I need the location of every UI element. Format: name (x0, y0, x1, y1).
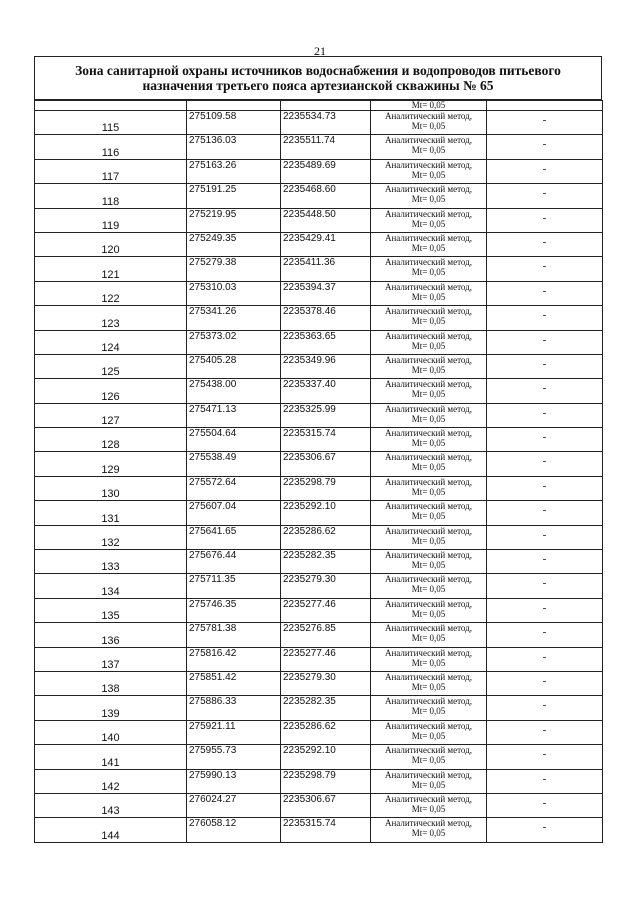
coordinate-y: 2235394.37 (281, 281, 371, 305)
method-label: Аналитический метод, (384, 793, 473, 804)
point-number: 142 (35, 769, 187, 793)
coordinate-y: 2235279.30 (281, 671, 371, 695)
point-number: 121 (35, 257, 187, 281)
coordinate-x: 275310.03 (187, 281, 281, 305)
accuracy-value: Mt= 0,05 (411, 803, 446, 814)
accuracy-value: Mt= 0,05 (411, 681, 446, 692)
table-row (35, 111, 603, 135)
table-row (35, 720, 603, 744)
coordinate-y: 2235282.35 (281, 550, 371, 574)
coordinate-x: 275249.35 (187, 232, 281, 256)
point-number: 137 (35, 647, 187, 671)
coordinates-table-body (35, 101, 603, 843)
page-number: 21 (314, 44, 326, 58)
table-row (35, 184, 603, 208)
table-row (35, 428, 603, 452)
coordinate-x: 275405.28 (187, 354, 281, 378)
coordinate-y: 2235282.35 (281, 696, 371, 720)
table-row (35, 818, 603, 842)
accuracy-value: Mt= 0,05 (411, 584, 446, 595)
accuracy-value: Mt= 0,05 (411, 145, 446, 156)
accuracy-value: Mt= 0,05 (411, 242, 446, 253)
method-cell (371, 671, 487, 695)
accuracy-value: Mt= 0,05 (411, 755, 446, 766)
table-row (35, 598, 603, 622)
coordinates-sheet (34, 56, 602, 843)
coordinate-x: 275219.95 (187, 208, 281, 232)
table-row (35, 379, 603, 403)
table-row (35, 550, 603, 574)
method-label: Аналитический метод, (384, 452, 473, 463)
accuracy-value: Mt= 0,05 (411, 828, 446, 839)
coordinate-y: 2235279.30 (281, 574, 371, 598)
x-cell (187, 101, 281, 111)
accuracy-value: Mt= 0,05 (411, 486, 446, 497)
point-number: 118 (35, 184, 187, 208)
point-number: 143 (35, 793, 187, 817)
coordinate-y: 2235306.67 (281, 452, 371, 476)
method-label: Аналитический метод, (384, 501, 473, 512)
method-label: Аналитический метод, (384, 574, 473, 585)
accuracy-value: Mt= 0,05 (411, 560, 446, 571)
coordinate-y: 2235337.40 (281, 379, 371, 403)
coordinate-y: 2235277.46 (281, 598, 371, 622)
note-dash: - (487, 476, 603, 500)
method-cell: Mt= 0,05 (371, 101, 487, 111)
accuracy-value: Mt= 0,05 (411, 633, 446, 644)
table-row (35, 671, 603, 695)
point-number: 141 (35, 745, 187, 769)
note-dash: - (487, 501, 603, 525)
coordinate-y: 2235363.65 (281, 330, 371, 354)
method-label: Аналитический метод, (384, 159, 473, 170)
method-label: Аналитический метод, (384, 306, 473, 317)
coordinate-x: 275373.02 (187, 330, 281, 354)
note-dash: - (487, 403, 603, 427)
point-number: 128 (35, 428, 187, 452)
coordinate-x: 275921.11 (187, 720, 281, 744)
accuracy-value: Mt= 0,05 (411, 462, 446, 473)
method-cell (371, 354, 487, 378)
method-label: Аналитический метод, (384, 257, 473, 268)
note-dash: - (487, 232, 603, 256)
accuracy-value: Mt= 0,05 (411, 316, 446, 327)
note-dash: - (487, 135, 603, 159)
method-cell (371, 720, 487, 744)
method-label: Аналитический метод, (384, 818, 473, 829)
method-label: Аналитический метод, (384, 696, 473, 707)
coordinate-x: 275471.13 (187, 403, 281, 427)
note-dash: - (487, 257, 603, 281)
point-number: 123 (35, 306, 187, 330)
point-number: 135 (35, 598, 187, 622)
coordinate-x: 275341.26 (187, 306, 281, 330)
coordinate-y: 2235411.36 (281, 257, 371, 281)
table-row (35, 769, 603, 793)
table-row (35, 306, 603, 330)
method-label: Аналитический метод, (384, 525, 473, 536)
method-cell (371, 281, 487, 305)
coordinate-y: 2235286.62 (281, 525, 371, 549)
method-cell (371, 159, 487, 183)
coordinate-x: 275816.42 (187, 647, 281, 671)
note-dash: - (487, 574, 603, 598)
table-row (35, 403, 603, 427)
coordinate-x: 275781.38 (187, 623, 281, 647)
table-row (35, 281, 603, 305)
coordinate-x: 275163.26 (187, 159, 281, 183)
coordinate-x: 275504.64 (187, 428, 281, 452)
accuracy-value: Mt= 0,05 (411, 511, 446, 522)
coordinate-x: 275990.13 (187, 769, 281, 793)
method-label: Аналитический метод, (384, 403, 473, 414)
method-cell (371, 379, 487, 403)
method-cell (371, 476, 487, 500)
coordinate-y: 2235292.10 (281, 745, 371, 769)
note-dash: - (487, 354, 603, 378)
point-number: 132 (35, 525, 187, 549)
method-cell (371, 598, 487, 622)
method-label: Аналитический метод, (384, 281, 473, 292)
accuracy-value: Mt= 0,05 (411, 340, 446, 351)
method-cell (371, 769, 487, 793)
accuracy-value: Mt= 0,05 (411, 389, 446, 400)
note-dash: - (487, 159, 603, 183)
coordinate-x: 275746.35 (187, 598, 281, 622)
method-cell (371, 428, 487, 452)
method-cell (371, 403, 487, 427)
method-cell (371, 623, 487, 647)
method-cell (371, 184, 487, 208)
point-number: 119 (35, 208, 187, 232)
accuracy-value: Mt= 0,05 (411, 706, 446, 717)
note-dash: - (487, 452, 603, 476)
table-row (35, 574, 603, 598)
method-cell (371, 550, 487, 574)
method-cell (371, 745, 487, 769)
note-dash: - (487, 281, 603, 305)
note-dash: - (487, 525, 603, 549)
method-label: Аналитический метод, (384, 550, 473, 561)
coordinate-x: 275279.38 (187, 257, 281, 281)
accuracy-value: Mt= 0,05 (411, 779, 446, 790)
accuracy-value: Mt= 0,05 (411, 657, 446, 668)
accuracy-value: Mt= 0,05 (411, 194, 446, 205)
method-label: Аналитический метод, (384, 135, 473, 146)
coordinate-y: 2235534.73 (281, 111, 371, 135)
point-number: 134 (35, 574, 187, 598)
coordinate-y: 2235315.74 (281, 818, 371, 842)
method-cell (371, 501, 487, 525)
method-cell (371, 574, 487, 598)
point-number: 133 (35, 550, 187, 574)
method-cell (371, 306, 487, 330)
note-dash: - (487, 428, 603, 452)
method-label: Аналитический метод, (384, 769, 473, 780)
accuracy-value: Mt= 0,05 (411, 218, 446, 229)
coordinate-x: 276024.27 (187, 793, 281, 817)
method-cell (371, 647, 487, 671)
method-label: Аналитический метод, (384, 208, 473, 219)
point-number: 136 (35, 623, 187, 647)
coordinate-x: 275572.64 (187, 476, 281, 500)
point-number: 126 (35, 379, 187, 403)
method-cell (371, 135, 487, 159)
point-number: 120 (35, 232, 187, 256)
method-cell (371, 330, 487, 354)
coordinate-y: 2235306.67 (281, 793, 371, 817)
table-row (35, 745, 603, 769)
method-cell (371, 232, 487, 256)
coordinate-y: 2235349.96 (281, 354, 371, 378)
coordinate-y: 2235325.99 (281, 403, 371, 427)
point-number: 117 (35, 159, 187, 183)
note-dash: - (487, 111, 603, 135)
table-row (35, 135, 603, 159)
coordinate-y: 2235429.41 (281, 232, 371, 256)
accuracy-value: Mt= 0,05 (411, 413, 446, 424)
coordinate-y: 2235489.69 (281, 159, 371, 183)
coordinate-y: 2235448.50 (281, 208, 371, 232)
note-cell (487, 101, 603, 111)
coordinate-x: 275136.03 (187, 135, 281, 159)
point-number: 138 (35, 671, 187, 695)
coordinate-y: 2235298.79 (281, 769, 371, 793)
coordinate-x: 275711.35 (187, 574, 281, 598)
coordinate-x: 275607.04 (187, 501, 281, 525)
table-row (35, 232, 603, 256)
document-title: Зона санитарной охраны источников водоснабжения и водопроводов питьевого назначения третьего пояса артезианской скважины № 65 (34, 56, 602, 100)
method-cell (371, 525, 487, 549)
table-row (35, 623, 603, 647)
coordinates-table (34, 100, 603, 843)
point-number: 129 (35, 452, 187, 476)
note-dash: - (487, 696, 603, 720)
note-dash: - (487, 671, 603, 695)
coordinate-x: 275109.58 (187, 111, 281, 135)
method-cell (371, 257, 487, 281)
note-dash: - (487, 769, 603, 793)
method-cell (371, 818, 487, 842)
note-dash: - (487, 330, 603, 354)
accuracy-value: Mt= 0,05 (411, 364, 446, 375)
coordinate-x: 275191.25 (187, 184, 281, 208)
method-cell (371, 696, 487, 720)
point-number: 125 (35, 354, 187, 378)
note-dash: - (487, 598, 603, 622)
note-dash: - (487, 550, 603, 574)
note-dash: - (487, 184, 603, 208)
table-row (35, 354, 603, 378)
accuracy-value: Mt= 0,05 (411, 535, 446, 546)
method-label: Аналитический метод, (384, 476, 473, 487)
coordinate-x: 275641.65 (187, 525, 281, 549)
note-dash: - (487, 647, 603, 671)
table-row (35, 525, 603, 549)
coordinate-y: 2235286.62 (281, 720, 371, 744)
coordinate-x: 276058.12 (187, 818, 281, 842)
method-label: Аналитический метод, (384, 598, 473, 609)
note-dash: - (487, 379, 603, 403)
coordinate-x: 275851.42 (187, 671, 281, 695)
note-dash: - (487, 720, 603, 744)
method-label: Аналитический метод, (384, 647, 473, 658)
point-number: 139 (35, 696, 187, 720)
method-label: Аналитический метод, (384, 671, 473, 682)
accuracy-value: Mt= 0,05 (411, 121, 446, 131)
coordinate-y: 2235511.74 (281, 135, 371, 159)
coordinate-y: 2235315.74 (281, 428, 371, 452)
coordinate-y: 2235276.85 (281, 623, 371, 647)
accuracy-value: Mt= 0,05 (411, 438, 446, 449)
note-dash: - (487, 306, 603, 330)
point-number: 116 (35, 135, 187, 159)
table-row (35, 330, 603, 354)
method-label: Аналитический метод, (384, 623, 473, 634)
number-cell (35, 101, 187, 111)
method-label: Аналитический метод, (384, 330, 473, 341)
table-row (35, 257, 603, 281)
method-label: Аналитический метод, (384, 232, 473, 243)
table-row (35, 476, 603, 500)
coordinate-y: 2235378.46 (281, 306, 371, 330)
table-row (35, 208, 603, 232)
note-dash: - (487, 793, 603, 817)
point-number: 140 (35, 720, 187, 744)
table-row (35, 647, 603, 671)
coordinate-y: 2235468.60 (281, 184, 371, 208)
method-label: Аналитический метод, (384, 745, 473, 756)
table-row (35, 452, 603, 476)
method-label: Аналитический метод, (384, 379, 473, 390)
coordinate-x: 275538.49 (187, 452, 281, 476)
table-row (35, 793, 603, 817)
table-row-continuation (35, 101, 603, 111)
method-label: Аналитический метод, (384, 720, 473, 731)
method-cell (371, 452, 487, 476)
method-cell (371, 793, 487, 817)
coordinate-x: 275955.73 (187, 745, 281, 769)
note-dash: - (487, 208, 603, 232)
method-cell (371, 111, 487, 135)
table-row (35, 159, 603, 183)
note-dash: - (487, 623, 603, 647)
method-label: Аналитический метод, (384, 184, 473, 195)
table-row (35, 501, 603, 525)
coordinate-x: 275886.33 (187, 696, 281, 720)
accuracy-value: Mt= 0,05 (411, 291, 446, 302)
note-dash: - (487, 745, 603, 769)
accuracy-value: Mt= 0,05 (411, 267, 446, 278)
accuracy-value: Mt= 0,05 (411, 169, 446, 180)
note-dash: - (487, 818, 603, 842)
coordinate-y: 2235277.46 (281, 647, 371, 671)
table-row (35, 696, 603, 720)
point-number: 131 (35, 501, 187, 525)
coordinate-y: 2235292.10 (281, 501, 371, 525)
coordinate-y: 2235298.79 (281, 476, 371, 500)
method-label: Аналитический метод, (384, 111, 473, 121)
point-number: 122 (35, 281, 187, 305)
coordinate-x: 275438.00 (187, 379, 281, 403)
point-number: 124 (35, 330, 187, 354)
point-number: 127 (35, 403, 187, 427)
method-cell (371, 208, 487, 232)
point-number: 144 (35, 818, 187, 842)
accuracy-value: Mt= 0,05 (411, 608, 446, 619)
point-number: 115 (35, 111, 187, 135)
point-number: 130 (35, 476, 187, 500)
y-cell (281, 101, 371, 111)
accuracy-value: Mt= 0,05 (411, 730, 446, 741)
coordinate-x: 275676.44 (187, 550, 281, 574)
method-label: Аналитический метод, (384, 354, 473, 365)
method-label: Аналитический метод, (384, 428, 473, 439)
